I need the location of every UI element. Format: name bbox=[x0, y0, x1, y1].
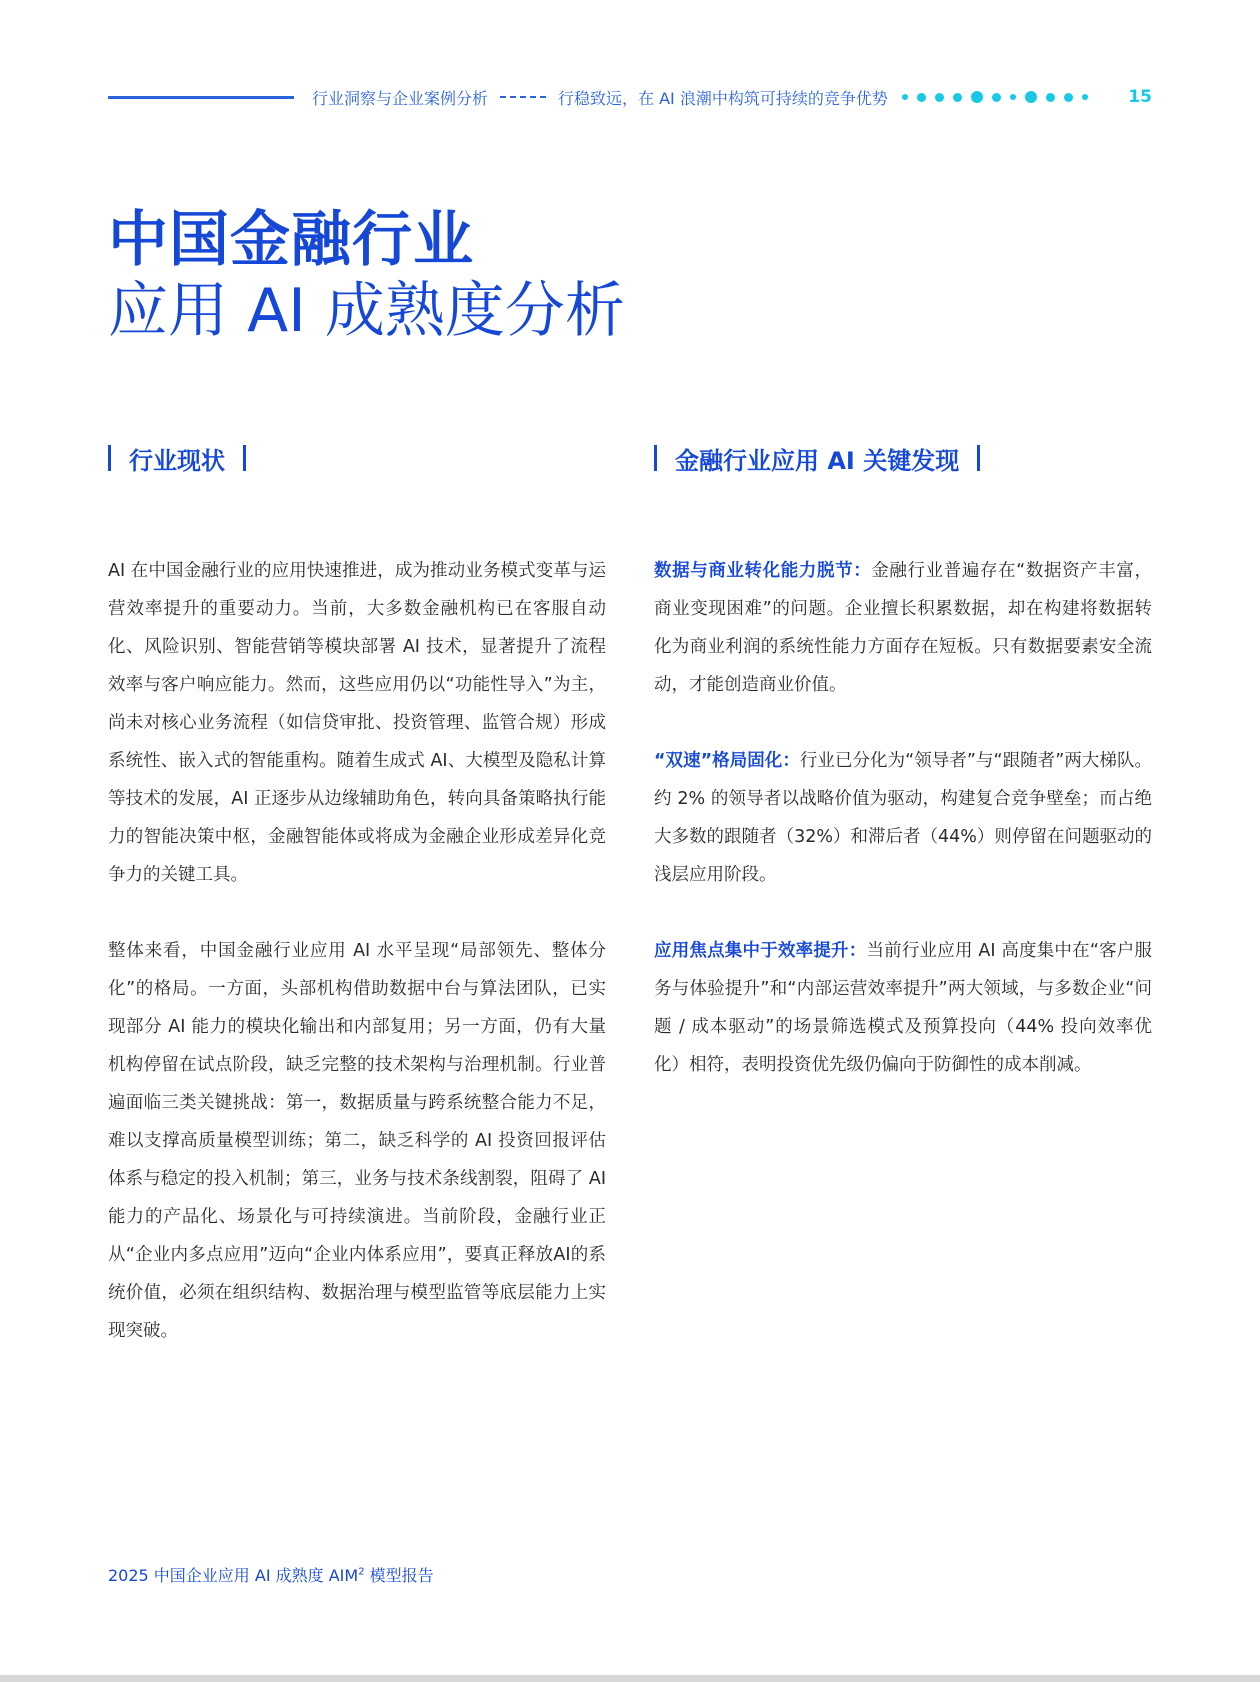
finding-text: 当前行业应用 AI 高度集中在“客户服务与体验提升”和“内部运营效率提升”两大领域，与多数企业“问题 / 成本驱动”的场景筛选模式及预算投向（44% 投向效率优化）相符，表明投资优先级仍偏向于防御性的成本削减。 bbox=[654, 941, 1153, 1075]
finding-item bbox=[654, 932, 1152, 1084]
section-heading-industry-status bbox=[108, 440, 606, 476]
finding-key: 数据与商业转化能力脱节： bbox=[654, 561, 872, 581]
dot-icon bbox=[953, 93, 962, 102]
heading-bar-icon bbox=[243, 445, 246, 471]
page-header bbox=[108, 84, 1152, 110]
header-dash-separator bbox=[500, 96, 546, 98]
page-title-line1: 中国金融行业 bbox=[108, 205, 474, 275]
page-number: 15 bbox=[1128, 87, 1152, 107]
dot-icon bbox=[1010, 94, 1016, 100]
heading-bar-icon bbox=[654, 445, 657, 471]
footer-report-suffix: 模型报告 bbox=[364, 1566, 434, 1585]
section-heading-key-findings bbox=[654, 440, 1152, 476]
heading-bar-icon bbox=[108, 445, 111, 471]
section-heading-text: 金融行业应用 AI 关键发现 bbox=[675, 446, 960, 475]
section-heading-text: 行业现状 bbox=[129, 446, 225, 475]
finding-key: 应用焦点集中于效率提升： bbox=[654, 941, 867, 961]
finding-item bbox=[654, 742, 1152, 894]
footer-superscript: 2 bbox=[358, 1566, 365, 1578]
dot-icon bbox=[917, 93, 926, 102]
dot-icon bbox=[971, 91, 983, 103]
heading-bar-icon bbox=[977, 445, 980, 471]
findings-list bbox=[654, 552, 1152, 1084]
finding-text: 行业已分化为“领导者”与“跟随者”两大梯队。约 2% 的领导者以战略价值为驱动，构建复合竞争壁垒；而占绝大多数的跟随者（32%）和滞后者（44%）则停留在问题驱动的浅层应用阶段。 bbox=[654, 751, 1152, 885]
paragraph: 整体来看，中国金融行业应用 AI 水平呈现“局部领先、整体分化”的格局。一方面，头部机构借助数据中台与算法团队，已实现部分 AI 能力的模块化输出和内部复用；另一方面，仍有大量机构停留在试点阶段，缺乏完整的技术架构与治理机制。行业普遍面临三类关键挑战：第一，数据质量与跨系统整合能力不足，难以支撑高质量模型训练；第二，缺乏科学的 AI 投资回报评估体系与稳定的投入机制；第三，业务与技术条线割裂，阻碍了 AI 能力的产品化、场景化与可持续演进。当前阶段，金融行业正从“企业内多点应用”迈向“企业内体系应用”，要真正释放AI的系统价值，必须在组织结构、数据治理与模型监管等底层能力上实现突破。 bbox=[108, 941, 606, 1341]
dot-icon bbox=[1082, 94, 1088, 100]
page-footer bbox=[108, 1563, 434, 1586]
finding-item bbox=[654, 552, 1152, 704]
dot-icon bbox=[935, 93, 944, 102]
header-section-label: 行业洞察与企业案例分析 bbox=[312, 88, 489, 108]
left-paragraphs bbox=[108, 552, 606, 1350]
dot-icon bbox=[1064, 93, 1073, 102]
header-dot-decoration bbox=[902, 91, 1088, 103]
left-column bbox=[108, 440, 606, 1388]
footer-report-title: 2025 中国企业应用 AI 成熟度 AIM bbox=[108, 1566, 359, 1585]
dot-icon bbox=[1025, 91, 1037, 103]
bottom-strip bbox=[0, 1675, 1260, 1682]
header-rule bbox=[108, 96, 294, 99]
header-subtitle: 行稳致远，在 AI 浪潮中构筑可持续的竞争优势 bbox=[558, 88, 888, 108]
dot-icon bbox=[992, 93, 1001, 102]
page-title bbox=[108, 205, 625, 347]
finding-text: 金融行业普遍存在“数据资产丰富，商业变现困难”的问题。企业擅长积累数据，却在构建将数据转化为商业利润的系统性能力方面存在短板。只有数据要素安全流动，才能创造商业价值。 bbox=[654, 561, 1153, 695]
paragraph: AI 在中国金融行业的应用快速推进，成为推动业务模式变革与运营效率提升的重要动力。当前，大多数金融机构已在客服自动化、风险识别、智能营销等模块部署 AI 技术，显著提升了流程效率与客户响应能力。然而，这些应用仍以“功能性导入”为主，尚未对核心业务流程（如信贷审批、投资管理、监管合规）形成系统性、嵌入式的智能重构。随着生成式 AI、大模型及隐私计算等技术的发展，AI 正逐步从边缘辅助角色，转向具备策略执行能力的智能决策中枢，金融智能体或将成为金融企业形成差异化竞争力的关键工具。 bbox=[108, 561, 606, 885]
page-title-line2: 应用 AI 成熟度分析 bbox=[108, 276, 625, 346]
finding-key: “双速”格局固化： bbox=[654, 751, 800, 771]
dot-icon bbox=[902, 94, 908, 100]
dot-icon bbox=[1046, 93, 1055, 102]
right-column bbox=[654, 440, 1152, 1122]
